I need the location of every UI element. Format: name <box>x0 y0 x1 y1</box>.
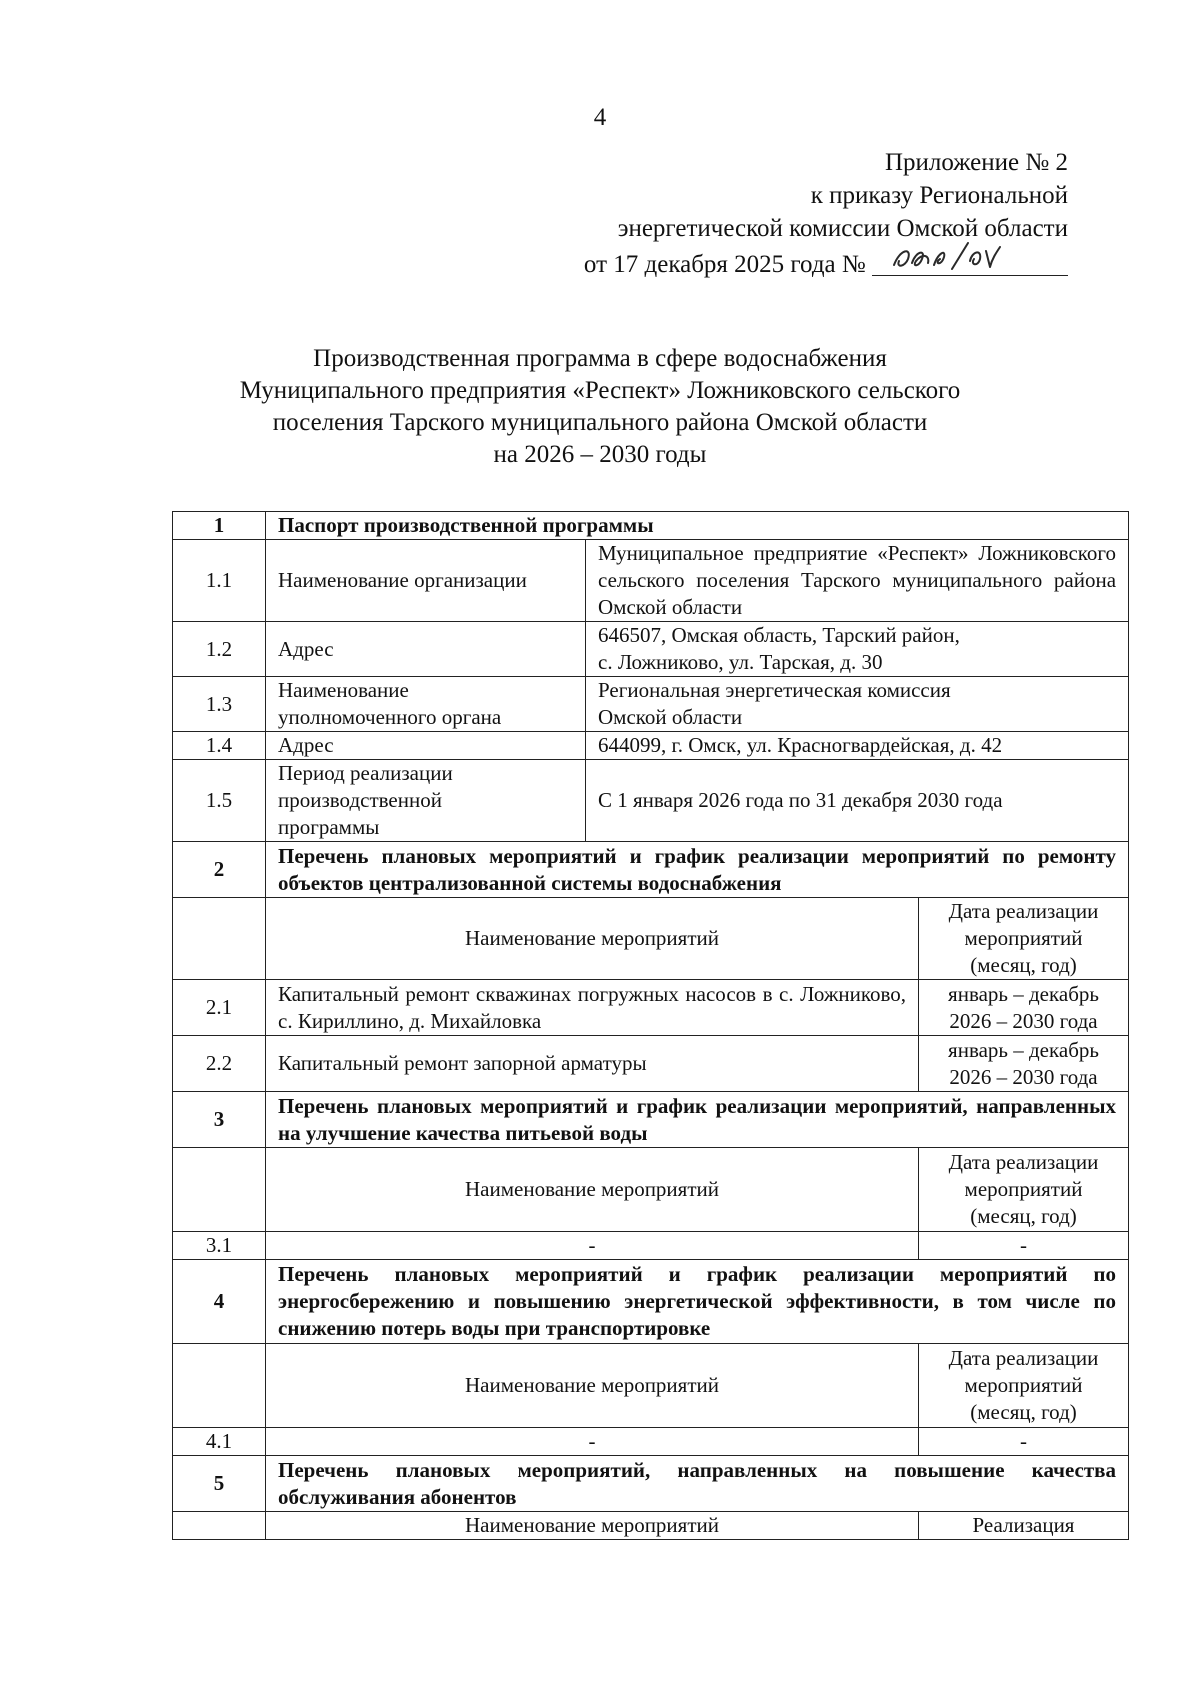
section-number: 2 <box>173 842 266 898</box>
appendix-line-3: энергетической комиссии Омской области <box>617 215 1068 242</box>
row-number: 2.1 <box>173 980 266 1036</box>
label-line: производственной <box>278 788 442 812</box>
empty-cell <box>173 1344 266 1428</box>
row-value: 644099, г. Омск, ул. Красногвардейская, д. 42 <box>586 732 1129 760</box>
row-number: 1.4 <box>173 732 266 760</box>
empty-cell <box>173 898 266 980</box>
label-line: уполномоченного органа <box>278 705 502 729</box>
table-row <box>173 1428 1129 1456</box>
header-date <box>919 898 1129 980</box>
document-title <box>0 343 1200 471</box>
title-line-2: Муниципального предприятия «Респект» Ложниковского сельского <box>239 377 961 404</box>
row-activity: Капитальный ремонт запорной арматуры <box>266 1036 919 1092</box>
row-date: - <box>919 1232 1129 1260</box>
section-title: Перечень плановых мероприятий и график реализации мероприятий по энергосбережению и повышению энергетической эффективности, в том числе по снижению потерь воды при транспортировке <box>266 1260 1129 1344</box>
handwritten-order-number <box>886 239 1006 273</box>
row-date <box>919 980 1129 1036</box>
row-number: 1.3 <box>173 677 266 732</box>
table-header-row <box>173 1512 1129 1540</box>
row-value <box>586 677 1129 732</box>
header-date <box>919 1148 1129 1232</box>
appendix-line-2: к приказу Региональной <box>810 182 1068 209</box>
section-5-row <box>173 1456 1129 1512</box>
section-title: Перечень плановых мероприятий и график реализации мероприятий по ремонту объектов централизованной системы водоснабжения <box>266 842 1129 898</box>
appendix-block <box>584 146 1068 281</box>
section-1-row <box>173 512 1129 540</box>
row-value: Муниципальное предприятие «Респект» Ложниковского сельского поселения Тарского муниципального района Омской области <box>586 540 1129 622</box>
header-date-line: мероприятий <box>964 1177 1083 1201</box>
appendix-line-1: Приложение № 2 <box>884 149 1068 176</box>
table-row <box>173 732 1129 760</box>
row-activity: - <box>266 1232 919 1260</box>
section-number: 4 <box>173 1260 266 1344</box>
row-label: Адрес <box>266 622 586 677</box>
date-line: январь – декабрь <box>948 1037 1099 1062</box>
section-number: 1 <box>173 512 266 540</box>
row-label: Адрес <box>266 732 586 760</box>
value-line: 646507, Омская область, Тарский район, <box>598 623 960 647</box>
row-date <box>919 1036 1129 1092</box>
section-title: Перечень плановых мероприятий и график реализации мероприятий, направленных на улучшение качества питьевой воды <box>266 1092 1129 1148</box>
section-2-row <box>173 842 1129 898</box>
row-number: 2.2 <box>173 1036 266 1092</box>
empty-cell <box>173 1512 266 1540</box>
header-name: Наименование мероприятий <box>266 898 919 980</box>
row-number: 1.2 <box>173 622 266 677</box>
row-number: 4.1 <box>173 1428 266 1456</box>
section-number: 3 <box>173 1092 266 1148</box>
table-header-row <box>173 898 1129 980</box>
label-line: Период реализации <box>278 761 453 785</box>
title-line-4: на 2026 – 2030 годы <box>493 441 707 468</box>
header-date-line: мероприятий <box>964 926 1083 950</box>
header-date-line: (месяц, год) <box>970 953 1077 977</box>
label-line: программы <box>278 815 380 839</box>
section-title: Паспорт производственной программы <box>266 512 1129 540</box>
header-date: Реализация <box>919 1512 1129 1540</box>
header-date-line: мероприятий <box>964 1373 1083 1397</box>
production-program-table <box>172 511 1129 1540</box>
header-name: Наименование мероприятий <box>266 1344 919 1428</box>
table-row <box>173 1036 1129 1092</box>
label-line: Наименование <box>278 678 409 702</box>
order-date-prefix: от 17 декабря 2025 года № <box>583 251 866 278</box>
row-value <box>586 622 1129 677</box>
table-header-row <box>173 1344 1129 1428</box>
title-line-1: Производственная программа в сфере водоснабжения <box>313 345 887 372</box>
table-row <box>173 540 1129 622</box>
empty-cell <box>173 1148 266 1232</box>
table-row <box>173 760 1129 842</box>
value-line: Региональная энергетическая комиссия <box>598 678 951 702</box>
value-line: с. Ложниково, ул. Тарская, д. 30 <box>598 650 883 674</box>
page-number: 4 <box>593 104 607 131</box>
header-date <box>919 1344 1129 1428</box>
table-row <box>173 677 1129 732</box>
row-label <box>266 760 586 842</box>
header-name: Наименование мероприятий <box>266 1148 919 1232</box>
row-number: 3.1 <box>173 1232 266 1260</box>
row-number: 1.5 <box>173 760 266 842</box>
value-line: Омской области <box>598 705 743 729</box>
table-row <box>173 622 1129 677</box>
row-activity: Капитальный ремонт скважинах погружных насосов в с. Ложниково, с. Кириллино, д. Михайловка <box>266 980 919 1036</box>
row-date: - <box>919 1428 1129 1456</box>
header-name: Наименование мероприятий <box>266 1512 919 1540</box>
row-label <box>266 677 586 732</box>
header-date-line: Дата реализации <box>948 1150 1099 1174</box>
appendix-line-4 <box>584 245 1068 281</box>
row-label: Наименование организации <box>266 540 586 622</box>
header-date-line: (месяц, год) <box>970 1400 1077 1424</box>
date-line: 2026 – 2030 года <box>949 1008 1098 1033</box>
table-row <box>173 980 1129 1036</box>
order-number-field <box>872 245 1068 276</box>
section-3-row <box>173 1092 1129 1148</box>
row-activity: - <box>266 1428 919 1456</box>
section-number: 5 <box>173 1456 266 1512</box>
row-value: С 1 января 2026 года по 31 декабря 2030 года <box>586 760 1129 842</box>
title-line-3: поселения Тарского муниципального района Омской области <box>272 409 928 436</box>
section-4-row <box>173 1260 1129 1344</box>
header-date-line: Дата реализации <box>948 899 1099 923</box>
table-row <box>173 1232 1129 1260</box>
section-title: Перечень плановых мероприятий, направленных на повышение качества обслуживания абонентов <box>266 1456 1129 1512</box>
date-line: 2026 – 2030 года <box>949 1064 1098 1089</box>
table-header-row <box>173 1148 1129 1232</box>
row-number: 1.1 <box>173 540 266 622</box>
date-line: январь – декабрь <box>948 981 1099 1006</box>
header-date-line: Дата реализации <box>948 1346 1099 1370</box>
header-date-line: (месяц, год) <box>970 1204 1077 1228</box>
